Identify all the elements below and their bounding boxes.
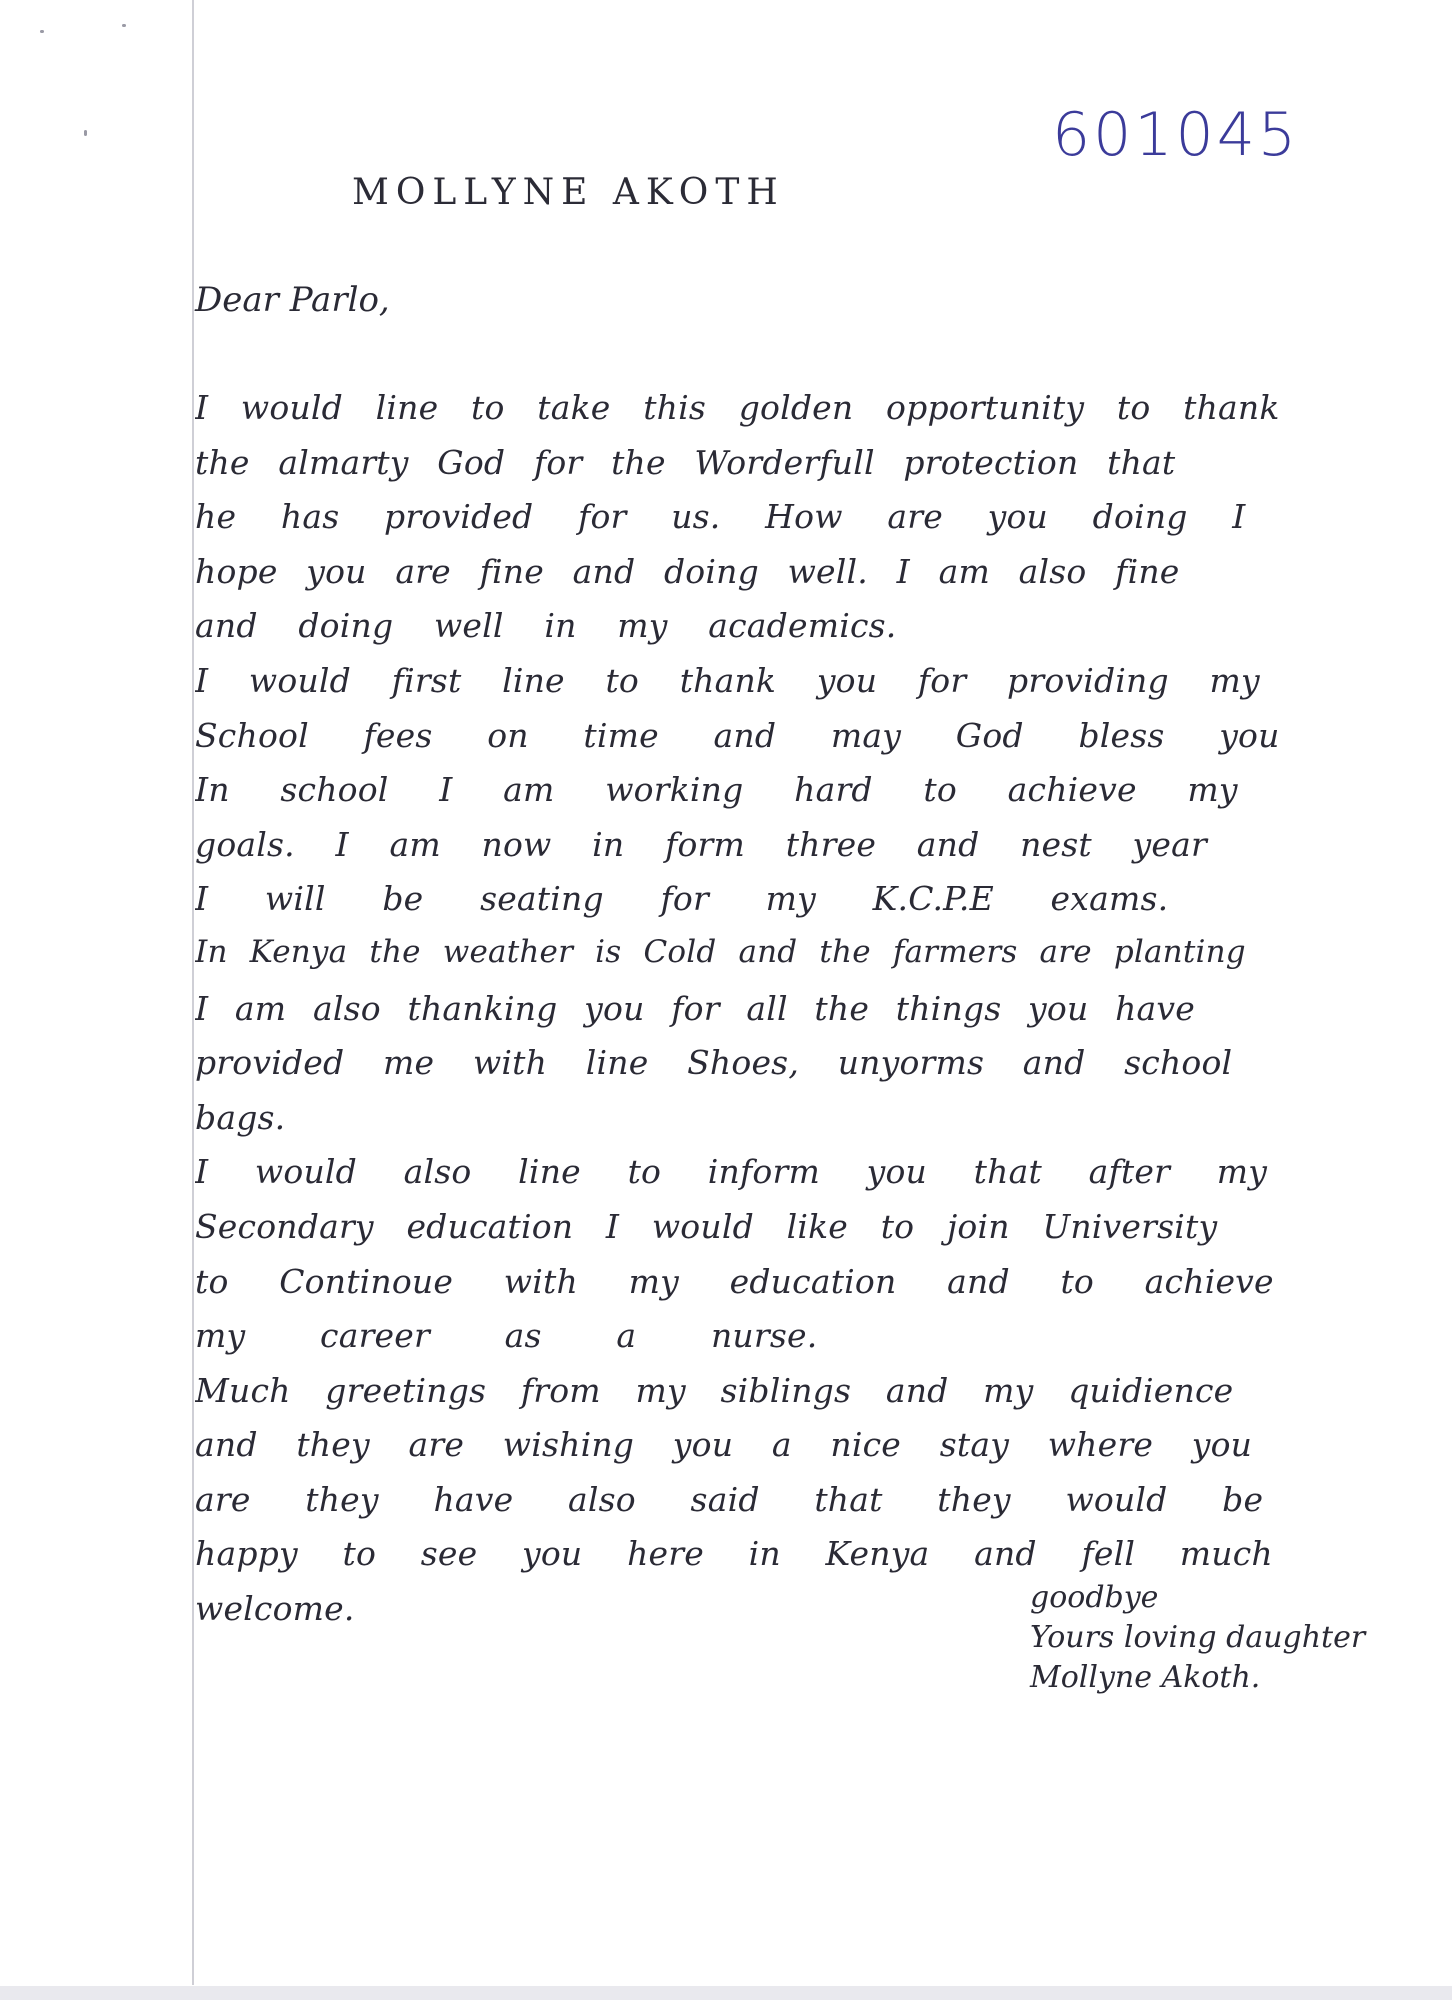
body-line: to Continoue with my education and to achieve <box>195 1261 1274 1301</box>
body-line: happy to see you here in Kenya and fell much <box>195 1534 1273 1574</box>
letter-closing <box>1030 1578 1365 1698</box>
body-line: I will be seating for my K.C.P.E exams. <box>195 879 1169 919</box>
writer-name: MOLLYNE AKOTH <box>352 172 785 213</box>
page-margin-line <box>192 0 194 1985</box>
body-line: In school I am working hard to achieve my <box>195 770 1238 810</box>
body-line: goals. I am now in form three and nest year <box>195 824 1207 864</box>
body-line: Secondary education I would like to join University <box>195 1206 1218 1246</box>
body-line: School fees on time and may God bless you <box>195 715 1280 755</box>
body-line: bags. <box>195 1097 286 1137</box>
salutation: Dear Parlo, <box>195 280 390 320</box>
body-line: provided me with line Shoes, unyorms and school <box>195 1043 1233 1083</box>
body-line: welcome. <box>195 1589 355 1629</box>
scan-speck <box>84 130 87 136</box>
letter-body <box>195 388 1365 1644</box>
body-line: and doing well in my academics. <box>195 606 897 646</box>
body-line: I would also line to inform you that after my <box>195 1152 1268 1192</box>
body-line: In Kenya the weather is Cold and the farmers are planting <box>195 933 1246 970</box>
closing-sign-off: Yours loving daughter <box>1030 1620 1366 1655</box>
scan-speck <box>40 30 44 33</box>
body-line: I would line to take this golden opportunity to thank <box>195 388 1280 427</box>
body-line: I am also thanking you for all the things you have <box>195 988 1195 1028</box>
body-line: he has provided for us. How are you doing I <box>195 497 1246 537</box>
body-line: my career as a nurse. <box>195 1316 818 1356</box>
scan-bottom-edge <box>0 1986 1452 2000</box>
body-line: and they are wishing you a nice stay where you <box>195 1425 1253 1465</box>
reference-number: 601045 <box>1052 100 1300 170</box>
closing-signature: Mollyne Akoth. <box>1030 1660 1261 1695</box>
scan-speck <box>122 24 126 27</box>
body-line: the almarty God for the Worderfull protection that <box>195 442 1176 482</box>
body-line: are they have also said that they would be <box>195 1479 1264 1519</box>
body-line: Much greetings from my siblings and my quidience <box>195 1370 1234 1410</box>
closing-farewell: goodbye <box>1030 1580 1159 1615</box>
body-line: hope you are fine and doing well. I am also fine <box>195 551 1180 591</box>
body-line: I would first line to thank you for providing my <box>195 660 1260 700</box>
